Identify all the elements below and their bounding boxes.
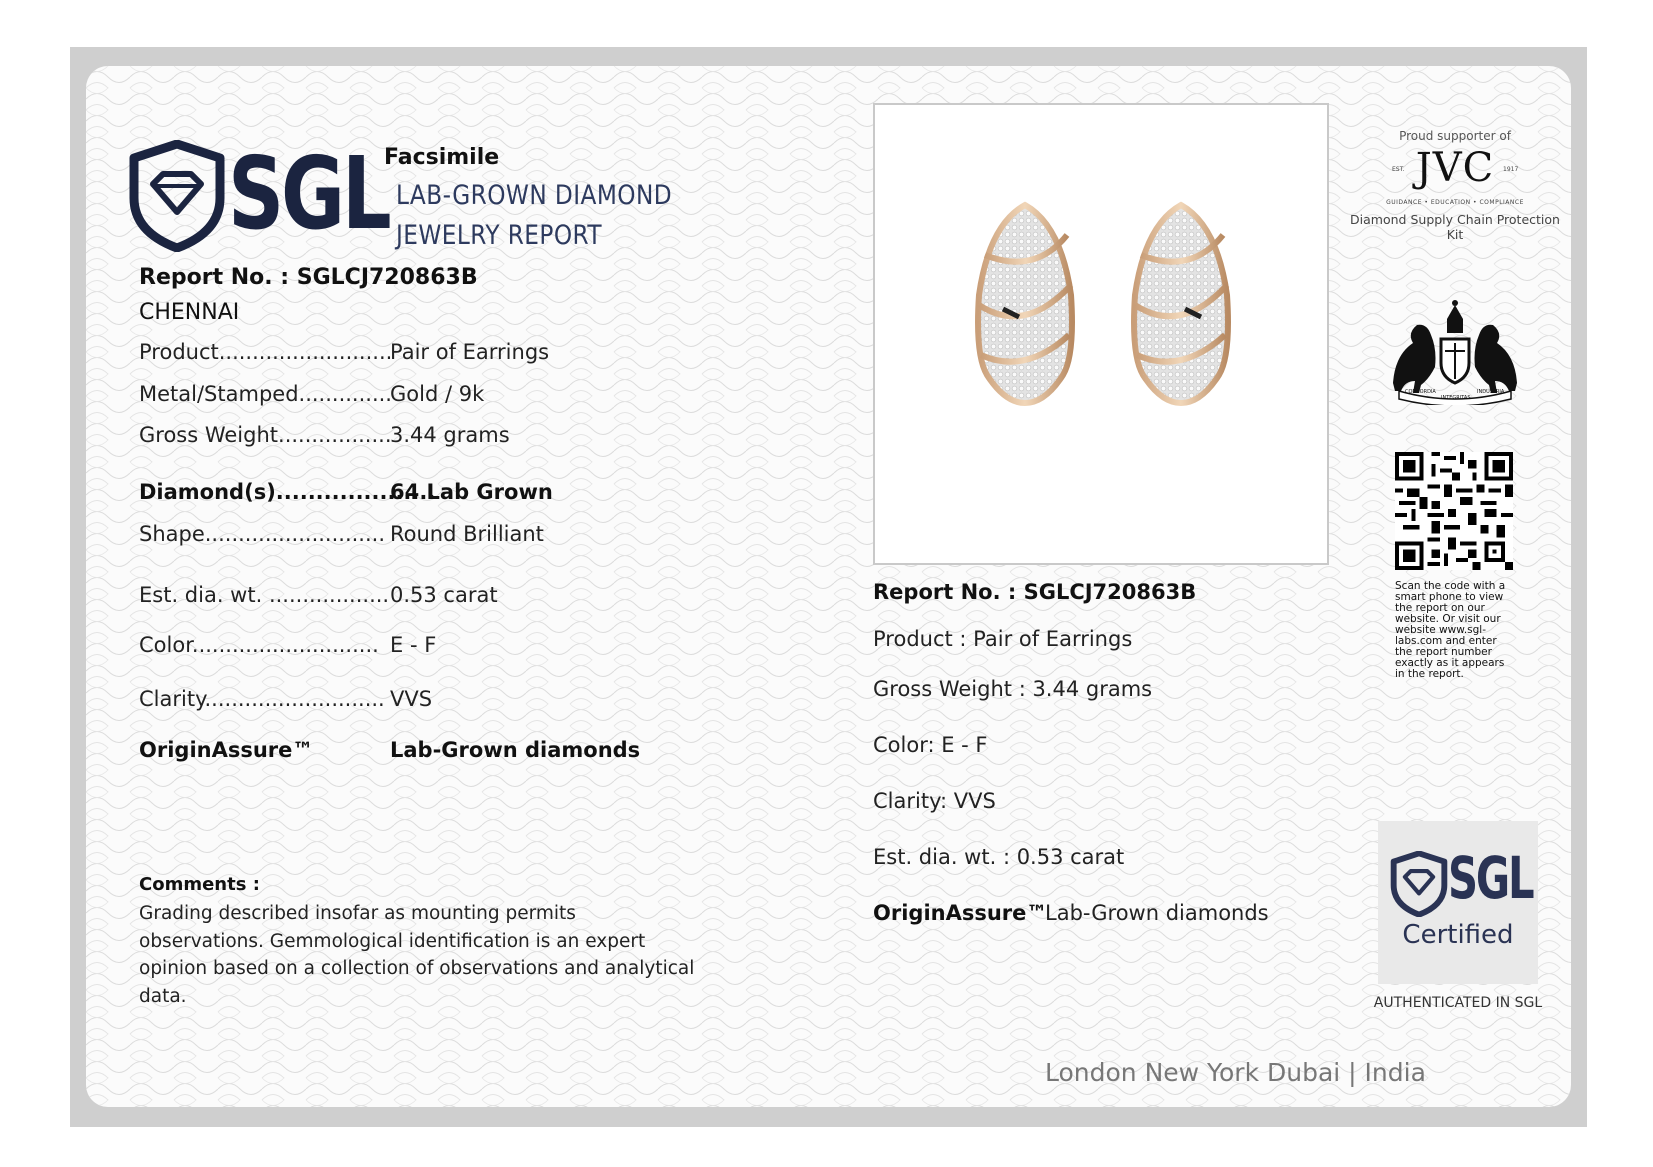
jvc-kit-text: Diamond Supply Chain Protection Kit xyxy=(1350,212,1560,242)
est-weight-label: Est. dia. wt. .................. xyxy=(139,583,390,607)
crest-motto-left: CONCORDIA xyxy=(1405,389,1436,395)
gross-weight-label: Gross Weight................. xyxy=(139,423,392,447)
earring-right xyxy=(1134,205,1228,403)
report-title xyxy=(396,176,672,256)
origin-assure-label: OriginAssure™ xyxy=(139,738,314,762)
city: CHENNAI xyxy=(139,300,240,325)
summary-est-weight: Est. dia. wt. : 0.53 carat xyxy=(873,845,1125,869)
summary-clarity: Clarity: VVS xyxy=(873,789,996,813)
color-label: Color............................ xyxy=(139,633,379,657)
report-title-line2: JEWELRY REPORT xyxy=(396,220,603,251)
jvc-year: 1917 xyxy=(1503,166,1519,173)
jewelry-photo xyxy=(873,103,1329,565)
comments-text: Grading described insofar as mounting permits observations. Gemmological identification is an expert opinion based on a collection of observations and analytical data. xyxy=(139,903,695,1007)
jvc-est: EST. xyxy=(1392,166,1405,173)
crest-motto-right: INDUSTRIA xyxy=(1477,389,1505,395)
metal-label: Metal/Stamped.............. xyxy=(139,382,392,406)
qr-code-icon xyxy=(1395,452,1513,570)
metal-value: Gold / 9k xyxy=(390,382,485,406)
color-value: E - F xyxy=(390,633,437,657)
product-value: Pair of Earrings xyxy=(390,340,550,364)
summary-color: Color: E - F xyxy=(873,733,988,757)
qr-instructions: Scan the code with a smart phone to view the report on our website. Or visit our website www.sgl-labs.com and enter the report number exactly as it appears in the report. xyxy=(1395,580,1506,680)
certified-shield-icon xyxy=(1390,851,1448,917)
crest-motto-middle: INTEGRITAS xyxy=(1441,395,1471,401)
summary-product: Product : Pair of Earrings xyxy=(873,627,1133,651)
est-weight-value: 0.53 carat xyxy=(390,583,498,607)
comments-heading: Comments : xyxy=(139,874,260,895)
office-locations: London New York Dubai | India xyxy=(1045,1058,1426,1087)
earrings-illustration xyxy=(875,105,1327,563)
clarity-label: Clarity........................... xyxy=(139,687,385,711)
gross-weight-value: 3.44 grams xyxy=(390,423,510,447)
origin-assure-value: Lab-Grown diamonds xyxy=(390,738,641,762)
summary-gross-weight: Gross Weight : 3.44 grams xyxy=(873,677,1153,701)
jvc-tagline: GUIDANCE • EDUCATION • COMPLIANCE xyxy=(1386,199,1524,206)
report-number: Report No. : SGLCJ720863B xyxy=(139,265,478,290)
report-title-line1: LAB-GROWN DIAMOND xyxy=(396,180,673,211)
sgl-logo xyxy=(128,135,389,255)
product-label: Product.......................... xyxy=(139,340,393,364)
sgl-shield-diamond-icon xyxy=(128,140,226,252)
jvc-logo: JVC xyxy=(1415,145,1495,191)
summary-origin-label: OriginAssure™ xyxy=(873,901,1048,925)
certified-label: Certified xyxy=(1402,920,1514,950)
sgl-certified-seal-icon xyxy=(1378,821,1538,984)
coat-of-arms-icon xyxy=(1385,295,1525,405)
summary-report-number: Report No. : SGLCJ720863B xyxy=(873,580,1197,604)
earring-left xyxy=(978,205,1072,403)
diamonds-label: Diamond(s).................... xyxy=(139,480,436,504)
shape-value: Round Brilliant xyxy=(390,522,544,546)
facsimile-label: Facsimile xyxy=(384,145,500,170)
clarity-value: VVS xyxy=(390,687,433,711)
summary-origin-value: Lab-Grown diamonds xyxy=(1045,901,1269,925)
diamonds-value: 64 Lab Grown xyxy=(390,480,553,504)
authenticated-text: AUTHENTICATED IN SGL xyxy=(1373,995,1543,1011)
sgl-wordmark: SGL xyxy=(228,135,389,252)
certified-wordmark: SGL xyxy=(1448,844,1533,912)
shape-label: Shape........................... xyxy=(139,522,385,546)
proud-supporter-text: Proud supporter of xyxy=(1399,129,1511,143)
